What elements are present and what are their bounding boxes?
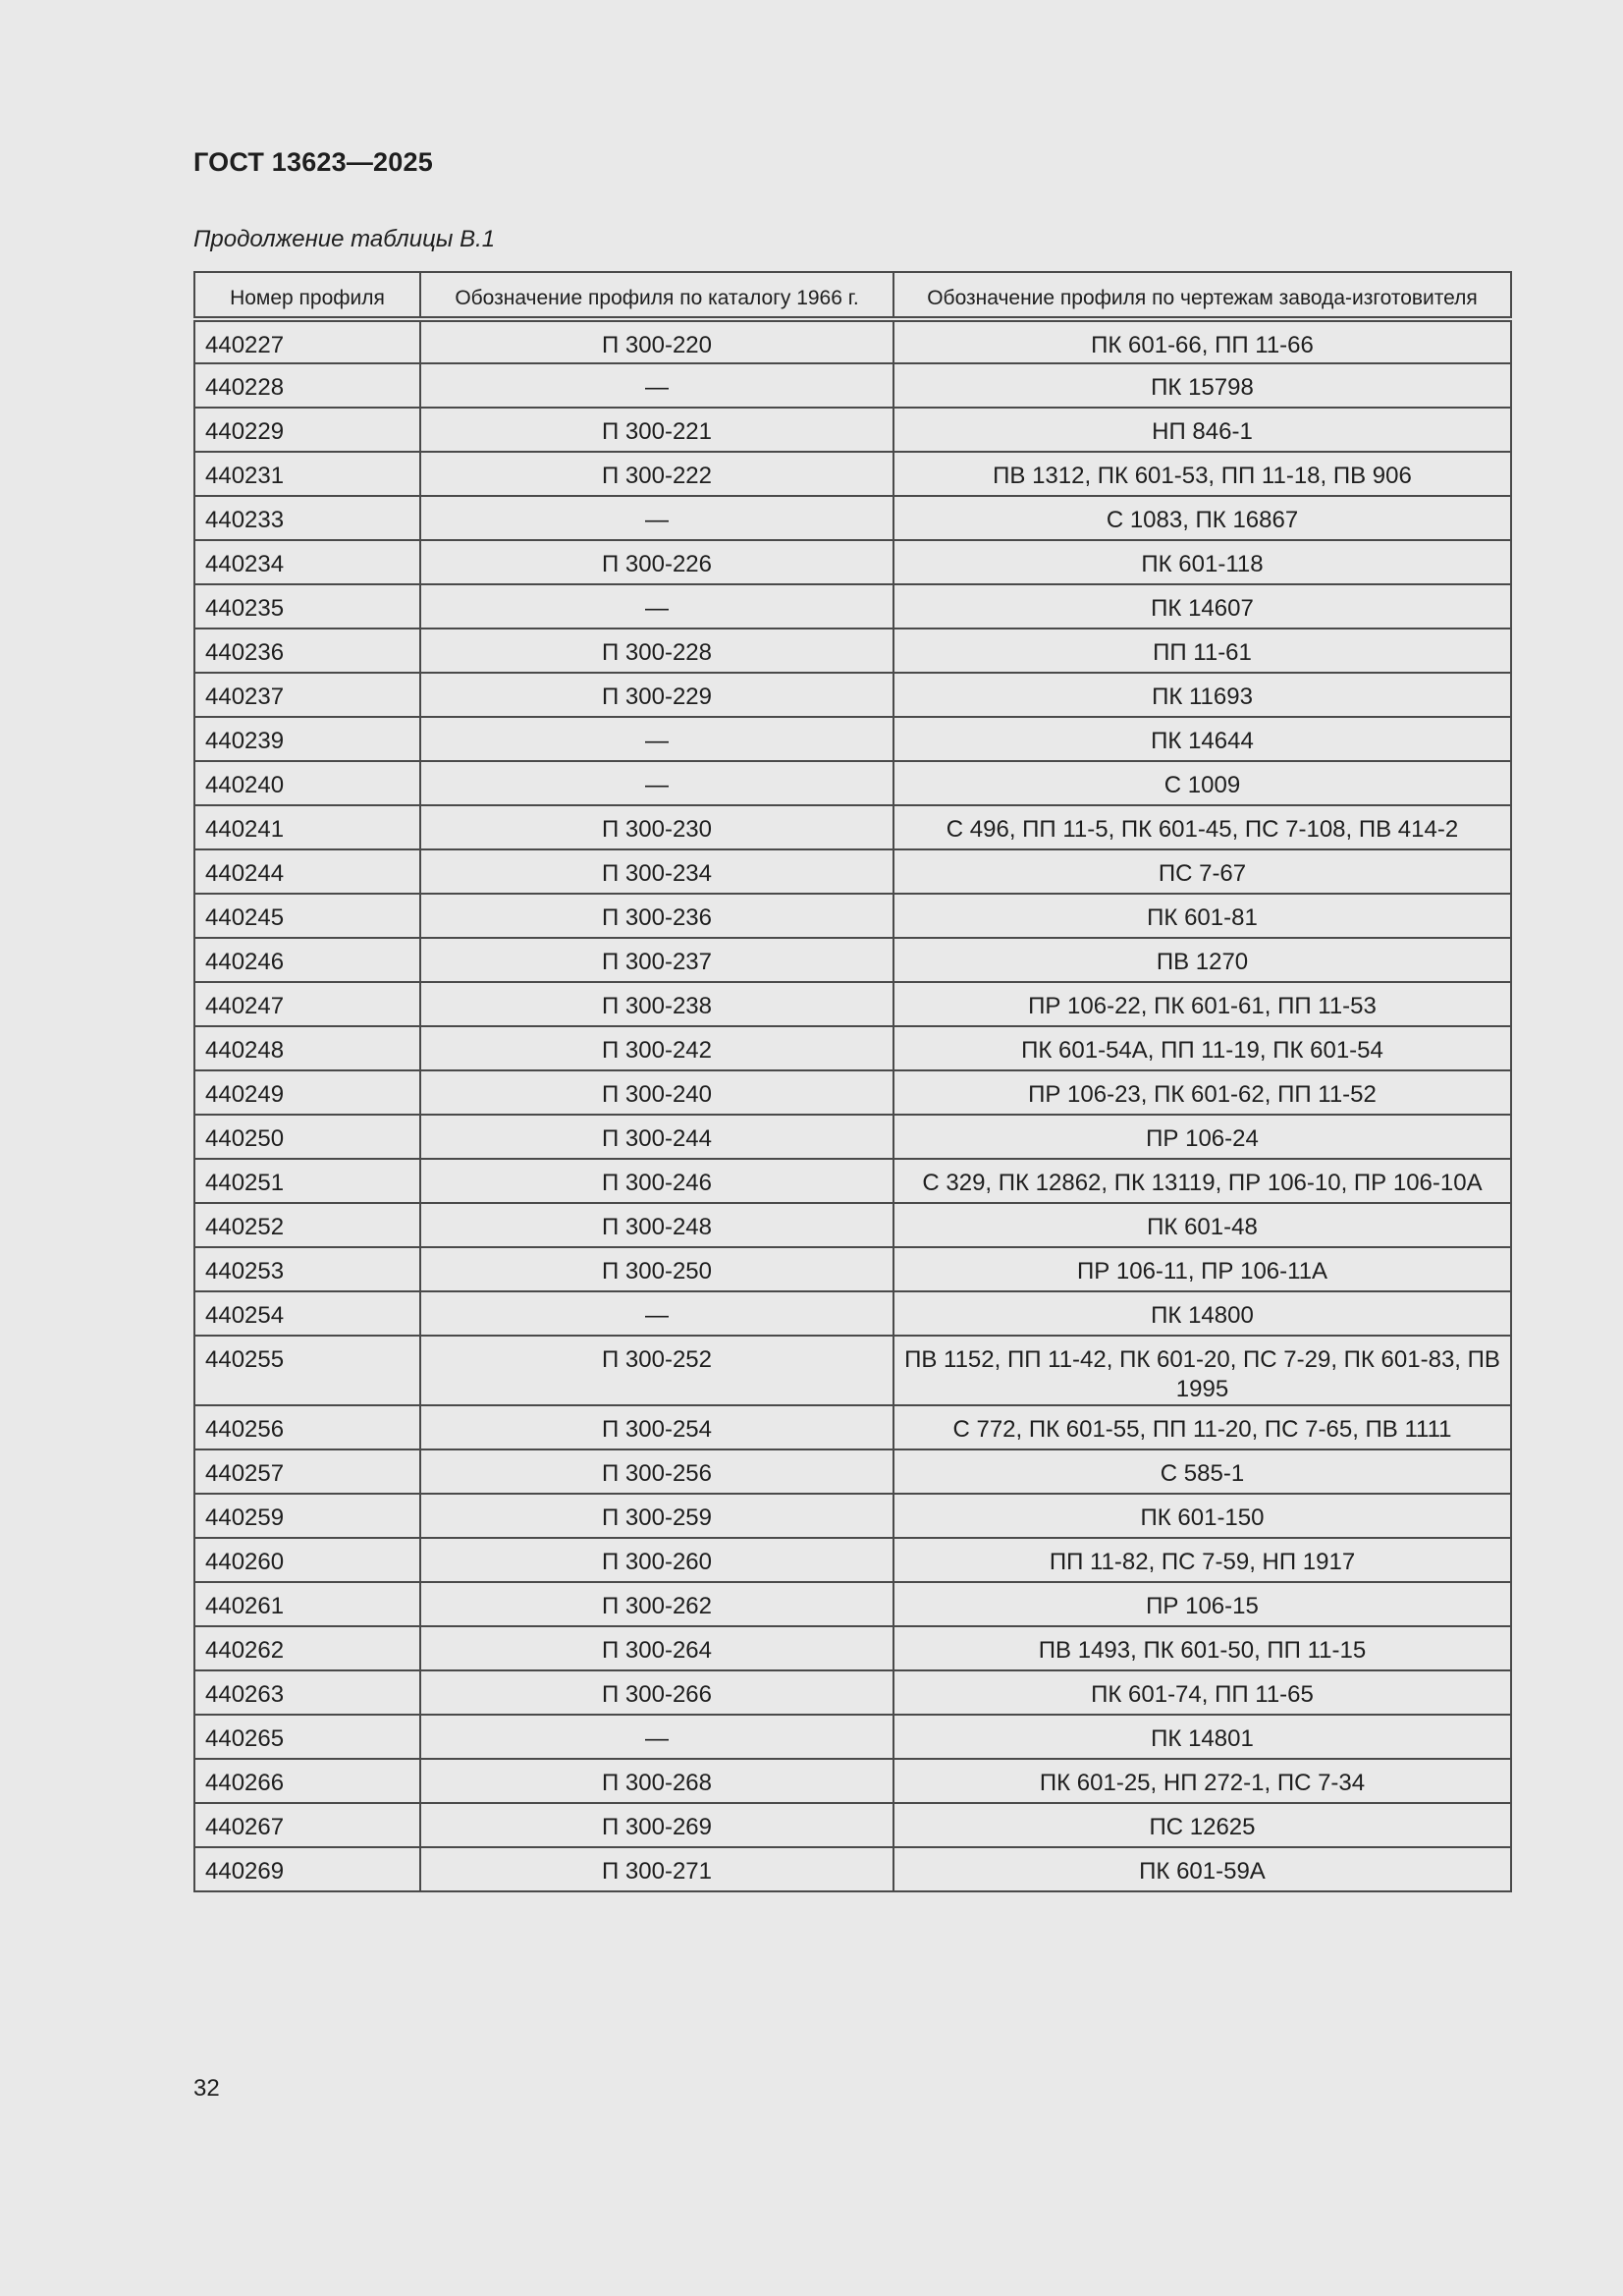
profile-number-cell: 440231 — [194, 452, 420, 496]
table-row — [194, 1847, 1511, 1891]
manufacturer-designation-cell: ПР 106-23, ПК 601-62, ПП 11-52 — [893, 1070, 1511, 1115]
profile-number-cell: 440262 — [194, 1626, 420, 1670]
table-row — [194, 1449, 1511, 1494]
table-row — [194, 1715, 1511, 1759]
profile-number-cell: 440255 — [194, 1336, 420, 1405]
column-header-profile-number: Номер профиля — [194, 272, 420, 319]
page-number: 32 — [193, 2075, 220, 2102]
manufacturer-designation-cell: ПВ 1312, ПК 601-53, ПП 11-18, ПВ 906 — [893, 452, 1511, 496]
table-row — [194, 1626, 1511, 1670]
profile-number-cell: 440235 — [194, 584, 420, 629]
manufacturer-designation-cell: С 1009 — [893, 761, 1511, 805]
profile-number-cell: 440263 — [194, 1670, 420, 1715]
table-row — [194, 1538, 1511, 1582]
table-row — [194, 408, 1511, 452]
profile-number-cell: 440250 — [194, 1115, 420, 1159]
manufacturer-designation-cell: ПВ 1152, ПП 11-42, ПК 601-20, ПС 7-29, ПК 601-83, ПВ 1995 — [893, 1336, 1511, 1405]
table-row — [194, 1670, 1511, 1715]
manufacturer-designation-cell: ПК 14607 — [893, 584, 1511, 629]
catalog-designation-cell: П 300-240 — [420, 1070, 893, 1115]
catalog-designation-cell: П 300-269 — [420, 1803, 893, 1847]
table-row — [194, 1803, 1511, 1847]
table-row — [194, 805, 1511, 849]
profile-number-cell: 440228 — [194, 363, 420, 408]
manufacturer-designation-cell: ПВ 1493, ПК 601-50, ПП 11-15 — [893, 1626, 1511, 1670]
profile-number-cell: 440265 — [194, 1715, 420, 1759]
manufacturer-designation-cell: ПР 106-15 — [893, 1582, 1511, 1626]
catalog-designation-cell: П 300-230 — [420, 805, 893, 849]
manufacturer-designation-cell: ПК 601-54А, ПП 11-19, ПК 601-54 — [893, 1026, 1511, 1070]
table-row — [194, 761, 1511, 805]
catalog-designation-cell: П 300-271 — [420, 1847, 893, 1891]
catalog-designation-cell: — — [420, 1291, 893, 1336]
table-row — [194, 673, 1511, 717]
catalog-designation-cell: П 300-259 — [420, 1494, 893, 1538]
table-row — [194, 319, 1511, 363]
manufacturer-designation-cell: С 496, ПП 11-5, ПК 601-45, ПС 7-108, ПВ 414-2 — [893, 805, 1511, 849]
profile-number-cell: 440239 — [194, 717, 420, 761]
catalog-designation-cell: — — [420, 761, 893, 805]
manufacturer-designation-cell: ПП 11-82, ПС 7-59, НП 1917 — [893, 1538, 1511, 1582]
catalog-designation-cell: П 300-252 — [420, 1336, 893, 1405]
catalog-designation-cell: П 300-236 — [420, 894, 893, 938]
table-row — [194, 1247, 1511, 1291]
profile-number-cell: 440253 — [194, 1247, 420, 1291]
catalog-designation-cell: П 300-234 — [420, 849, 893, 894]
manufacturer-designation-cell: ПК 15798 — [893, 363, 1511, 408]
catalog-designation-cell: — — [420, 1715, 893, 1759]
profile-number-cell: 440257 — [194, 1449, 420, 1494]
table-row — [194, 1336, 1511, 1405]
profile-number-cell: 440227 — [194, 319, 420, 363]
manufacturer-designation-cell: ПК 601-66, ПП 11-66 — [893, 319, 1511, 363]
profile-table — [193, 271, 1512, 1892]
table-row — [194, 849, 1511, 894]
manufacturer-designation-cell: ПК 601-118 — [893, 540, 1511, 584]
catalog-designation-cell: — — [420, 717, 893, 761]
profile-number-cell: 440259 — [194, 1494, 420, 1538]
profile-number-cell: 440241 — [194, 805, 420, 849]
catalog-designation-cell: П 300-246 — [420, 1159, 893, 1203]
table-body — [194, 319, 1511, 1891]
manufacturer-designation-cell: ПП 11-61 — [893, 629, 1511, 673]
manufacturer-designation-cell: ПК 601-48 — [893, 1203, 1511, 1247]
table-row — [194, 894, 1511, 938]
catalog-designation-cell: П 300-229 — [420, 673, 893, 717]
manufacturer-designation-cell: ПК 601-150 — [893, 1494, 1511, 1538]
profile-number-cell: 440261 — [194, 1582, 420, 1626]
profile-number-cell: 440248 — [194, 1026, 420, 1070]
table-row — [194, 982, 1511, 1026]
profile-number-cell: 440252 — [194, 1203, 420, 1247]
table-row — [194, 1070, 1511, 1115]
catalog-designation-cell: П 300-266 — [420, 1670, 893, 1715]
manufacturer-designation-cell: ПК 14801 — [893, 1715, 1511, 1759]
table-header-row — [194, 272, 1511, 319]
table-row — [194, 452, 1511, 496]
manufacturer-designation-cell: ПР 106-11, ПР 106-11А — [893, 1247, 1511, 1291]
catalog-designation-cell: П 300-242 — [420, 1026, 893, 1070]
catalog-designation-cell: П 300-256 — [420, 1449, 893, 1494]
catalog-designation-cell: П 300-221 — [420, 408, 893, 452]
profile-number-cell: 440233 — [194, 496, 420, 540]
manufacturer-designation-cell: С 1083, ПК 16867 — [893, 496, 1511, 540]
profile-number-cell: 440254 — [194, 1291, 420, 1336]
catalog-designation-cell: П 300-238 — [420, 982, 893, 1026]
catalog-designation-cell: — — [420, 496, 893, 540]
manufacturer-designation-cell: ПР 106-22, ПК 601-61, ПП 11-53 — [893, 982, 1511, 1026]
table-row — [194, 540, 1511, 584]
table-row — [194, 938, 1511, 982]
profile-number-cell: 440246 — [194, 938, 420, 982]
manufacturer-designation-cell: ПС 7-67 — [893, 849, 1511, 894]
manufacturer-designation-cell: ПК 14800 — [893, 1291, 1511, 1336]
profile-number-cell: 440269 — [194, 1847, 420, 1891]
profile-number-cell: 440267 — [194, 1803, 420, 1847]
table-caption: Продолжение таблицы В.1 — [193, 226, 496, 252]
catalog-designation-cell: — — [420, 584, 893, 629]
table-row — [194, 717, 1511, 761]
table-row — [194, 1159, 1511, 1203]
table-row — [194, 629, 1511, 673]
profile-number-cell: 440245 — [194, 894, 420, 938]
catalog-designation-cell: П 300-264 — [420, 1626, 893, 1670]
table-row — [194, 1291, 1511, 1336]
catalog-designation-cell: П 300-226 — [420, 540, 893, 584]
profile-number-cell: 440244 — [194, 849, 420, 894]
column-header-manufacturer-drawings: Обозначение профиля по чертежам завода-изготовителя — [893, 272, 1511, 319]
profile-number-cell: 440260 — [194, 1538, 420, 1582]
profile-number-cell: 440247 — [194, 982, 420, 1026]
catalog-designation-cell: — — [420, 363, 893, 408]
manufacturer-designation-cell: С 329, ПК 12862, ПК 13119, ПР 106-10, ПР 106-10А — [893, 1159, 1511, 1203]
profile-number-cell: 440237 — [194, 673, 420, 717]
manufacturer-designation-cell: НП 846-1 — [893, 408, 1511, 452]
table-row — [194, 1405, 1511, 1449]
manufacturer-designation-cell: ПР 106-24 — [893, 1115, 1511, 1159]
profile-number-cell: 440236 — [194, 629, 420, 673]
catalog-designation-cell: П 300-248 — [420, 1203, 893, 1247]
document-title: ГОСТ 13623—2025 — [193, 147, 433, 177]
catalog-designation-cell: П 300-268 — [420, 1759, 893, 1803]
table-row — [194, 1203, 1511, 1247]
profile-number-cell: 440251 — [194, 1159, 420, 1203]
manufacturer-designation-cell: ПС 12625 — [893, 1803, 1511, 1847]
table-row — [194, 1115, 1511, 1159]
catalog-designation-cell: П 300-262 — [420, 1582, 893, 1626]
manufacturer-designation-cell: С 772, ПК 601-55, ПП 11-20, ПС 7-65, ПВ 1111 — [893, 1405, 1511, 1449]
profile-number-cell: 440266 — [194, 1759, 420, 1803]
table-row — [194, 1759, 1511, 1803]
catalog-designation-cell: П 300-250 — [420, 1247, 893, 1291]
table-row — [194, 1582, 1511, 1626]
table-row — [194, 584, 1511, 629]
manufacturer-designation-cell: ПК 601-59А — [893, 1847, 1511, 1891]
manufacturer-designation-cell: ПК 601-81 — [893, 894, 1511, 938]
catalog-designation-cell: П 300-237 — [420, 938, 893, 982]
manufacturer-designation-cell: ПК 601-25, НП 272-1, ПС 7-34 — [893, 1759, 1511, 1803]
table-row — [194, 1026, 1511, 1070]
catalog-designation-cell: П 300-222 — [420, 452, 893, 496]
table-row — [194, 496, 1511, 540]
manufacturer-designation-cell: ПВ 1270 — [893, 938, 1511, 982]
catalog-designation-cell: П 300-244 — [420, 1115, 893, 1159]
table-row — [194, 1494, 1511, 1538]
profile-number-cell: 440229 — [194, 408, 420, 452]
catalog-designation-cell: П 300-228 — [420, 629, 893, 673]
profile-number-cell: 440249 — [194, 1070, 420, 1115]
catalog-designation-cell: П 300-254 — [420, 1405, 893, 1449]
column-header-catalog-1966: Обозначение профиля по каталогу 1966 г. — [420, 272, 893, 319]
manufacturer-designation-cell: С 585-1 — [893, 1449, 1511, 1494]
profile-number-cell: 440256 — [194, 1405, 420, 1449]
manufacturer-designation-cell: ПК 14644 — [893, 717, 1511, 761]
catalog-designation-cell: П 300-220 — [420, 319, 893, 363]
profile-number-cell: 440234 — [194, 540, 420, 584]
manufacturer-designation-cell: ПК 11693 — [893, 673, 1511, 717]
profile-number-cell: 440240 — [194, 761, 420, 805]
manufacturer-designation-cell: ПК 601-74, ПП 11-65 — [893, 1670, 1511, 1715]
catalog-designation-cell: П 300-260 — [420, 1538, 893, 1582]
table-row — [194, 363, 1511, 408]
